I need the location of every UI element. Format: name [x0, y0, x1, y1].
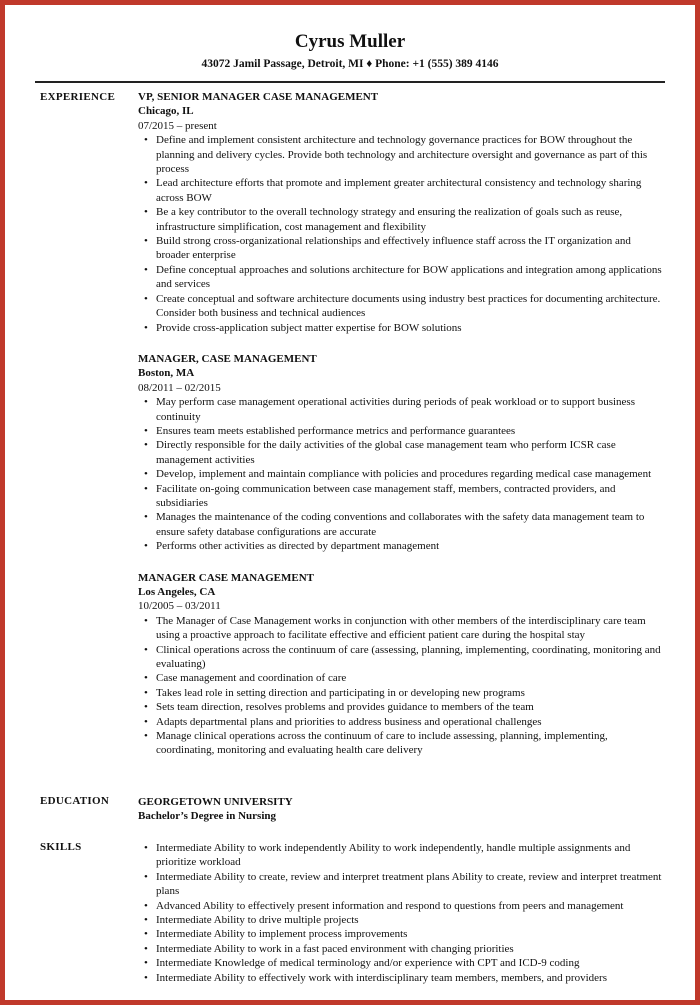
- bullet-item: • Be a key contributor to the overall technology strategy and ensuring the realization of goals such as reuse, infrastructure simplification, cost management and flexibility: [156, 205, 663, 234]
- bullet-item: • Develop, implement and maintain compliance with policies and procedures regarding medical case management: [156, 467, 663, 481]
- bullet-item: • Manage clinical operations across the continuum of care to include assessing, planning, implementing, coordinating, monitoring and evaluating health care delivery: [156, 729, 663, 758]
- skill-item: • Intermediate Ability to drive multiple projects: [156, 913, 663, 927]
- skills-list: [138, 841, 663, 985]
- bullet-item: • Lead architecture efforts that promote and implement greater architectural consistency and technology sharing across BOW: [156, 176, 663, 205]
- bullet-item: • Directly responsible for the daily activities of the global case management team who perform ICSR case management activities: [156, 438, 663, 467]
- bullet-item: • Provide cross-application subject matter expertise for BOW solutions: [156, 321, 663, 335]
- experience-section: [138, 90, 663, 775]
- contact-line: 43072 Jamil Passage, Detroit, MI ♦ Phone: +1 (555) 389 4146: [201, 58, 499, 70]
- skill-item: • Intermediate Ability to work independently Ability to work independently, handle multiple assignments and prioritize workload: [156, 841, 663, 870]
- bullet-item: • Define and implement consistent architecture and technology governance practices for BOW throughout the planning and delivery cycles. Provide both technology and architecture oversight and governance as part of this process: [156, 133, 663, 176]
- bullet-item: • Ensures team meets established performance metrics and performance guarantees: [156, 424, 663, 438]
- header-divider: [35, 81, 665, 83]
- job-bullets: [138, 133, 663, 335]
- skill-item: • Intermediate Ability to create, review and interpret treatment plans Ability to create, review and interpret treatment plans: [156, 870, 663, 899]
- education-label: EDUCATION: [40, 795, 110, 807]
- skill-item: • Intermediate Ability to implement process improvements: [156, 927, 663, 941]
- education-school: GEORGETOWN UNIVERSITY: [138, 796, 293, 808]
- resume-page: [10, 10, 690, 1000]
- bullet-item: • May perform case management operational activities during periods of peak workload or to support business continuity: [156, 395, 663, 424]
- job-bullets: [138, 614, 663, 758]
- bullet-item: • Manages the maintenance of the coding conventions and collaborates with the safety data management team to ensure safety database configurations are accurate: [156, 510, 663, 539]
- job-dates: 10/2005 – 03/2011: [138, 600, 221, 613]
- resume-name: Cyrus Muller: [294, 31, 406, 52]
- skill-item: • Advanced Ability to effectively present information and respond to questions from peers and management: [156, 899, 663, 913]
- job-entry: [138, 571, 663, 758]
- job-entry: [138, 90, 663, 335]
- skill-item: • Intermediate Ability to effectively work with interdisciplinary team members, members, and providers: [156, 971, 663, 985]
- skills-label: SKILLS: [40, 841, 82, 853]
- bullet-item: • Performs other activities as directed by department management: [156, 539, 663, 553]
- bullet-item: • The Manager of Case Management works in conjunction with other members of the interdisciplinary care team using a proactive approach to facilitate effective and efficient patient care during the hospital stay: [156, 614, 663, 643]
- bullet-item: • Define conceptual approaches and solutions architecture for BOW applications and integration among applications and services: [156, 263, 663, 292]
- job-entry: [138, 352, 663, 554]
- experience-label: EXPERIENCE: [40, 91, 116, 103]
- job-location: Boston, MA: [138, 367, 195, 380]
- bullet-item: • Create conceptual and software architecture documents using industry best practices for documenting architecture. Consider both business and technical audiences: [156, 292, 663, 321]
- education-degree: Bachelor’s Degree in Nursing: [138, 810, 276, 823]
- bullet-item: • Sets team direction, resolves problems and provides guidance to members of the team: [156, 700, 663, 714]
- job-location: Chicago, IL: [138, 105, 194, 118]
- bullet-item: • Adapts departmental plans and priorities to address business and operational challenges: [156, 715, 663, 729]
- skill-item: • Intermediate Knowledge of medical terminology and/or experience with CPT and ICD-9 coding: [156, 956, 663, 970]
- bullet-item: • Facilitate on-going communication between case management staff, members, contracted providers, and subsidiaries: [156, 482, 663, 511]
- bullet-item: • Build strong cross-organizational relationships and effectively influence staff across the IT organization and broader enterprise: [156, 234, 663, 263]
- bullet-item: • Case management and coordination of care: [156, 671, 663, 685]
- job-title: VP, SENIOR MANAGER CASE MANAGEMENT: [138, 91, 379, 103]
- job-location: Los Angeles, CA: [138, 586, 216, 598]
- bullet-item: • Clinical operations across the continuum of care (assessing, planning, implementing, coordinating, monitoring and evaluating): [156, 643, 663, 672]
- education-section: [138, 795, 663, 824]
- job-title: MANAGER CASE MANAGEMENT: [138, 571, 314, 584]
- skills-section: [138, 841, 663, 985]
- bullet-item: • Takes lead role in setting direction and participating in or developing new programs: [156, 686, 663, 700]
- job-title: MANAGER, CASE MANAGEMENT: [138, 352, 317, 365]
- job-bullets: [138, 395, 663, 553]
- job-dates: 08/2011 – 02/2015: [138, 381, 221, 394]
- skill-item: • Intermediate Ability to work in a fast paced environment with changing priorities: [156, 942, 663, 956]
- job-dates: 07/2015 – present: [138, 119, 217, 132]
